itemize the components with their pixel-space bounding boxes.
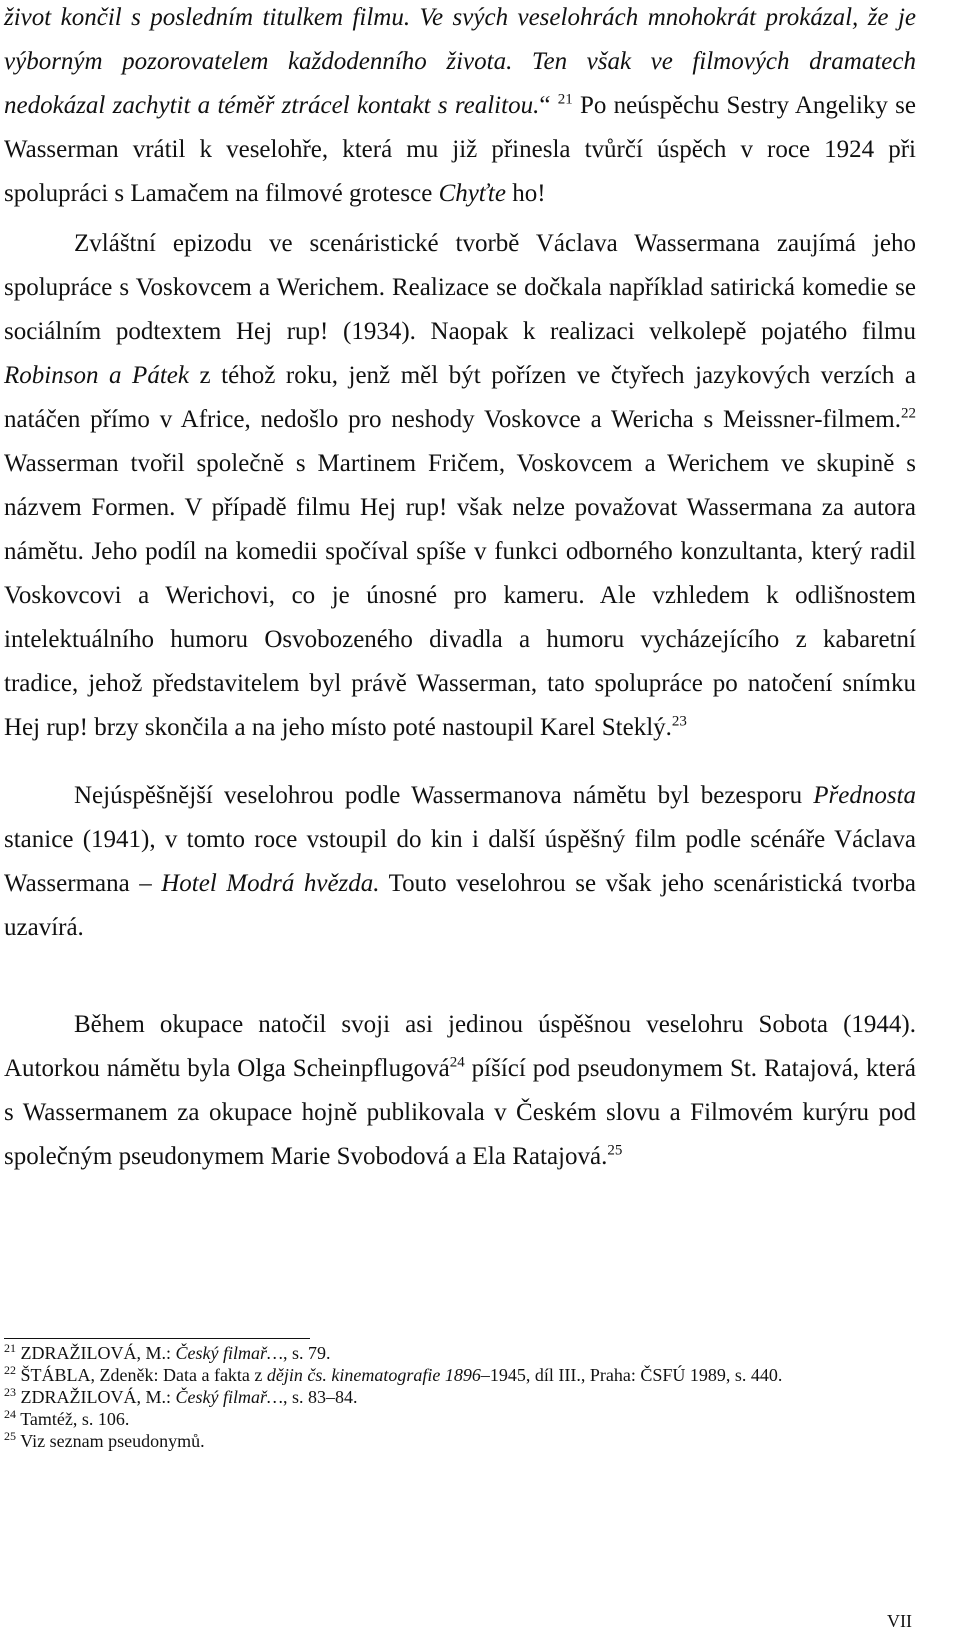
paragraph-2 — [4, 222, 916, 750]
paragraph-4-text-b: píšící pod pseudonymem St. Ratajová, která s Wassermanem za okupace hojně publikovala v Českém slovu a Filmovém kurýru pod společným pseudonymem Marie Svobodová a Ela Ratajová. — [4, 1055, 916, 1170]
footnote-number: 22 — [4, 1363, 16, 1377]
paragraph-1-italic-title: Chyťte — [438, 180, 506, 207]
footnote-italic: dějin čs. kinematografie 1896 — [266, 1365, 481, 1385]
footnote-text: Tamtéž, s. 106. — [20, 1409, 130, 1429]
page-number: VII — [887, 1611, 912, 1631]
footnote-italic: Český filmař… — [175, 1343, 283, 1363]
footnote-text: ZDRAŽILOVÁ, M.: — [20, 1387, 171, 1407]
paragraph-2-italic-title: Robinson a Pátek — [4, 362, 189, 389]
footnote-number: 25 — [4, 1429, 16, 1443]
footnote-separator — [4, 1338, 310, 1339]
quote-mark: “ — [539, 92, 551, 119]
footnote-number: 24 — [4, 1407, 16, 1421]
paragraph-3-italic-title-b: Hotel Modrá hvězda. — [161, 870, 380, 897]
footnotes — [4, 1342, 894, 1452]
paragraph-3 — [4, 774, 916, 950]
paragraph-2-text-b: z téhož roku, jenž měl být pořízen ve čtyřech jazykových verzích a natáčen přímo v Africe, nedošlo pro neshody Voskovce a Wericha s Meissner-filmem. — [4, 362, 917, 433]
paragraph-1-text-b: ho! — [512, 180, 546, 207]
footnote-24 — [4, 1408, 894, 1430]
footnote-ref-22[interactable]: 22 — [901, 405, 916, 422]
footnote-text-end: , s. 83–84. — [283, 1387, 358, 1407]
footnote-21 — [4, 1342, 894, 1364]
footnote-text: ZDRAŽILOVÁ, M.: — [20, 1343, 171, 1363]
footnote-ref-24[interactable]: 24 — [449, 1054, 465, 1071]
paragraph-1-text-a: Po neúspěchu Sestry Angeliky se Wasserman vrátil k veselohře, která mu již přinesla tvůrčí úspěch v roce 1924 při spolupráci s Lamačem na filmové grotesce — [4, 92, 917, 207]
footnote-number: 21 — [4, 1341, 16, 1355]
footnote-text: Viz seznam pseudonymů. — [20, 1431, 205, 1451]
paragraph-2-text-a: Zvláštní epizodu ve scenáristické tvorbě Václava Wassermana zaujímá jeho spolupráce s Voskovcem a Werichem. Realizace se dočkala například satirická komedie se sociálním podtextem Hej rup! (1934). Naopak k realizaci velkolepě pojatého filmu — [4, 230, 916, 345]
footnote-ref-25[interactable]: 25 — [607, 1142, 623, 1159]
footnote-text-end: –1945, díl III., Praha: ČSFÚ 1989, s. 440. — [480, 1365, 783, 1385]
footnote-23 — [4, 1386, 894, 1408]
paragraph-1 — [4, 0, 916, 216]
paragraph-4 — [4, 1003, 916, 1179]
footnote-ref-21[interactable]: 21 — [557, 91, 573, 108]
paragraph-3-text-a: Nejúspěšnější veselohrou podle Wassermanova námětu byl bezesporu — [74, 782, 803, 809]
footnote-25 — [4, 1430, 894, 1452]
paragraph-1-italic-lead: život končil s posledním titulkem filmu. Ve svých veselohrách mnohokrát prokázal, že je výborným pozorovatelem každodenního života. Ten však ve filmových dramatech nedokázal zachytit a téměř ztrácel kontakt s realitou. — [4, 4, 916, 119]
footnote-text-end: , s. 79. — [283, 1343, 331, 1363]
paragraph-3-text-c: Touto veselohrou se však jeho scenáristická tvorba uzavírá. — [4, 870, 916, 941]
footnote-ref-23[interactable]: 23 — [671, 713, 687, 730]
footnote-22 — [4, 1364, 894, 1386]
footnote-italic: Český filmař… — [175, 1387, 283, 1407]
paragraph-4-text-a: Během okupace natočil svoji asi jedinou úspěšnou veselohru Sobota (1944). Autorkou námětu byla Olga Scheinpflugová — [4, 1011, 916, 1082]
footnote-text: ŠTÁBLA, Zdeněk: Data a fakta z — [20, 1365, 263, 1385]
footnote-number: 23 — [4, 1385, 16, 1399]
paragraph-3-text-b: stanice (1941), v tomto roce vstoupil do kin i další úspěšný film podle scénáře Václava Wassermana – — [4, 826, 916, 897]
paragraph-3-italic-title-a: Přednosta — [813, 782, 916, 809]
paragraph-2-text-c: Wasserman tvořil společně s Martinem Fričem, Voskovcem a Werichem ve skupině s názvem Formen. V případě filmu Hej rup! však nelze považovat Wassermana za autora námětu. Jeho podíl na komedii spočíval spíše v funkci odborného konzultanta, který radil Voskovcovi a Werichovi, co je únosné pro kameru. Ale vzhledem k odlišnostem intelektuálního humoru Osvobozeného divadla a humoru vycházejícího z kabaretní tradice, jehož představitelem byl právě Wasserman, tato spolupráce po natočení snímku Hej rup! brzy skončila a na jeho místo poté nastoupil Karel Steklý. — [4, 450, 916, 741]
